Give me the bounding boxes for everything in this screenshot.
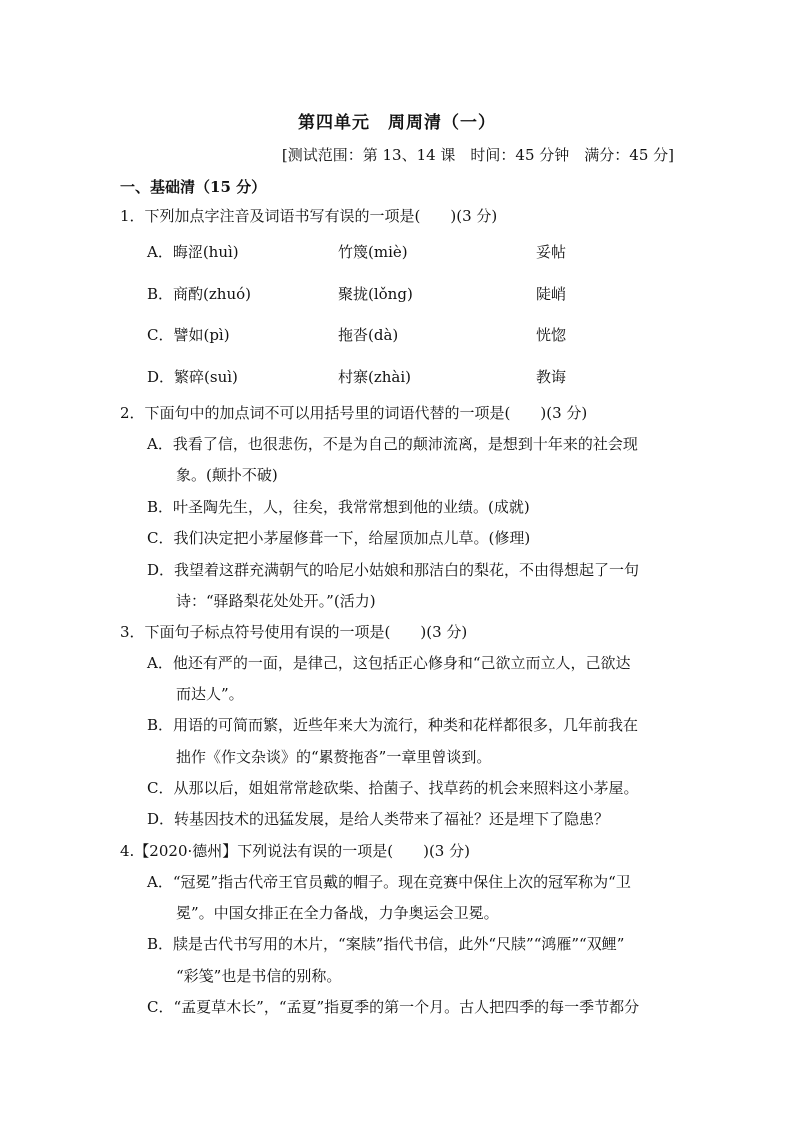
q4-option-b-cont: “彩笺”也是书信的别称。 xyxy=(176,967,342,985)
test-scope: [测试范围：第 13、14 课 时间：45 分钟 满分：45 分] xyxy=(281,146,674,164)
page-title: 第四单元 周周清（一） xyxy=(298,113,496,133)
q1-option-c-word3: 恍惚 xyxy=(536,326,567,344)
q3-option-b-cont: 拙作《作文杂谈》的“累赘拖沓”一章里曾谈到。 xyxy=(176,748,492,766)
q3-option-a-cont: 而达人”。 xyxy=(176,685,244,703)
q2-option-d: D．我望着这群充满朝气的哈尼小姑娘和那洁白的梨花，不由得想起了一句 xyxy=(147,561,640,579)
q3-option-b: B．用语的可简而繁，近些年来大为流行，种类和花样都很多，几年前我在 xyxy=(147,716,639,734)
question-4-stem: 4.【2020·德州】下列说法有误的一项是( )(3 分) xyxy=(120,842,470,860)
q1-option-c: C．譬如(pì) xyxy=(147,326,230,344)
q1-option-a: A．晦涩(huì) xyxy=(147,243,239,261)
q1-option-d-word2: 村寨(zhài) xyxy=(338,368,412,386)
q1-option-a-word3: 妥帖 xyxy=(536,243,567,261)
q3-option-d: D．转基因技术的迅猛发展，是给人类带来了福祉？还是埋下了隐患？ xyxy=(147,810,610,828)
question-2-stem: 2．下面句中的加点词不可以用括号里的词语代替的一项是( )(3 分) xyxy=(120,404,588,422)
q3-option-a: A．他还有严的一面，是律己，这包括正心修身和“己欲立而立人，己欲达 xyxy=(147,654,631,672)
q4-option-a-cont: 冕”。中国女排正在全力备战，力争奥运会卫冕。 xyxy=(176,904,499,922)
q1-option-d-word3: 教诲 xyxy=(536,368,567,386)
q4-option-b: B．牍是古代书写用的木片，“案牍”指代书信，此外“尺牍”“鸿雁”“双鲤” xyxy=(147,935,625,953)
question-1-stem: 1．下列加点字注音及词语书写有误的一项是( )(3 分) xyxy=(120,207,498,225)
q2-option-c: C．我们决定把小茅屋修葺一下，给屋顶加点儿草。(修理) xyxy=(147,529,531,547)
q1-option-b-word3: 陡峭 xyxy=(536,285,567,303)
q3-option-c: C．从那以后，姐姐常常趁砍柴、拾菌子、找草药的机会来照料这小茅屋。 xyxy=(147,779,639,797)
q4-option-a: A．“冠冕”指古代帝王官员戴的帽子。现在竞赛中保住上次的冠军称为“卫 xyxy=(147,873,631,891)
q1-option-b: B．商酌(zhuó) xyxy=(147,285,251,303)
question-3-stem: 3．下面句子标点符号使用有误的一项是( )(3 分) xyxy=(120,623,468,641)
q2-option-d-cont: 诗：“驿路梨花处处开。”(活力) xyxy=(176,592,376,610)
q1-option-a-word2: 竹篾(miè) xyxy=(338,243,408,261)
q2-option-b: B．叶圣陶先生，人，往矣，我常常想到他的业绩。(成就) xyxy=(147,498,530,516)
q1-option-b-word2: 聚拢(lǒng) xyxy=(338,285,413,303)
q1-option-c-word2: 拖沓(dà) xyxy=(338,326,399,344)
q4-option-c: C．“孟夏草木长”，“孟夏”指夏季的第一个月。古人把四季的每一季节都分 xyxy=(147,998,640,1016)
q2-option-a: A．我看了信，也很悲伤，不是为自己的颠沛流离，是想到十年来的社会现 xyxy=(147,435,638,453)
section-heading-basics: 一、基础清（15 分） xyxy=(120,178,267,196)
q2-option-a-cont: 象。(颠扑不破) xyxy=(176,466,278,484)
q1-option-d: D．繁碎(suì) xyxy=(147,368,238,386)
